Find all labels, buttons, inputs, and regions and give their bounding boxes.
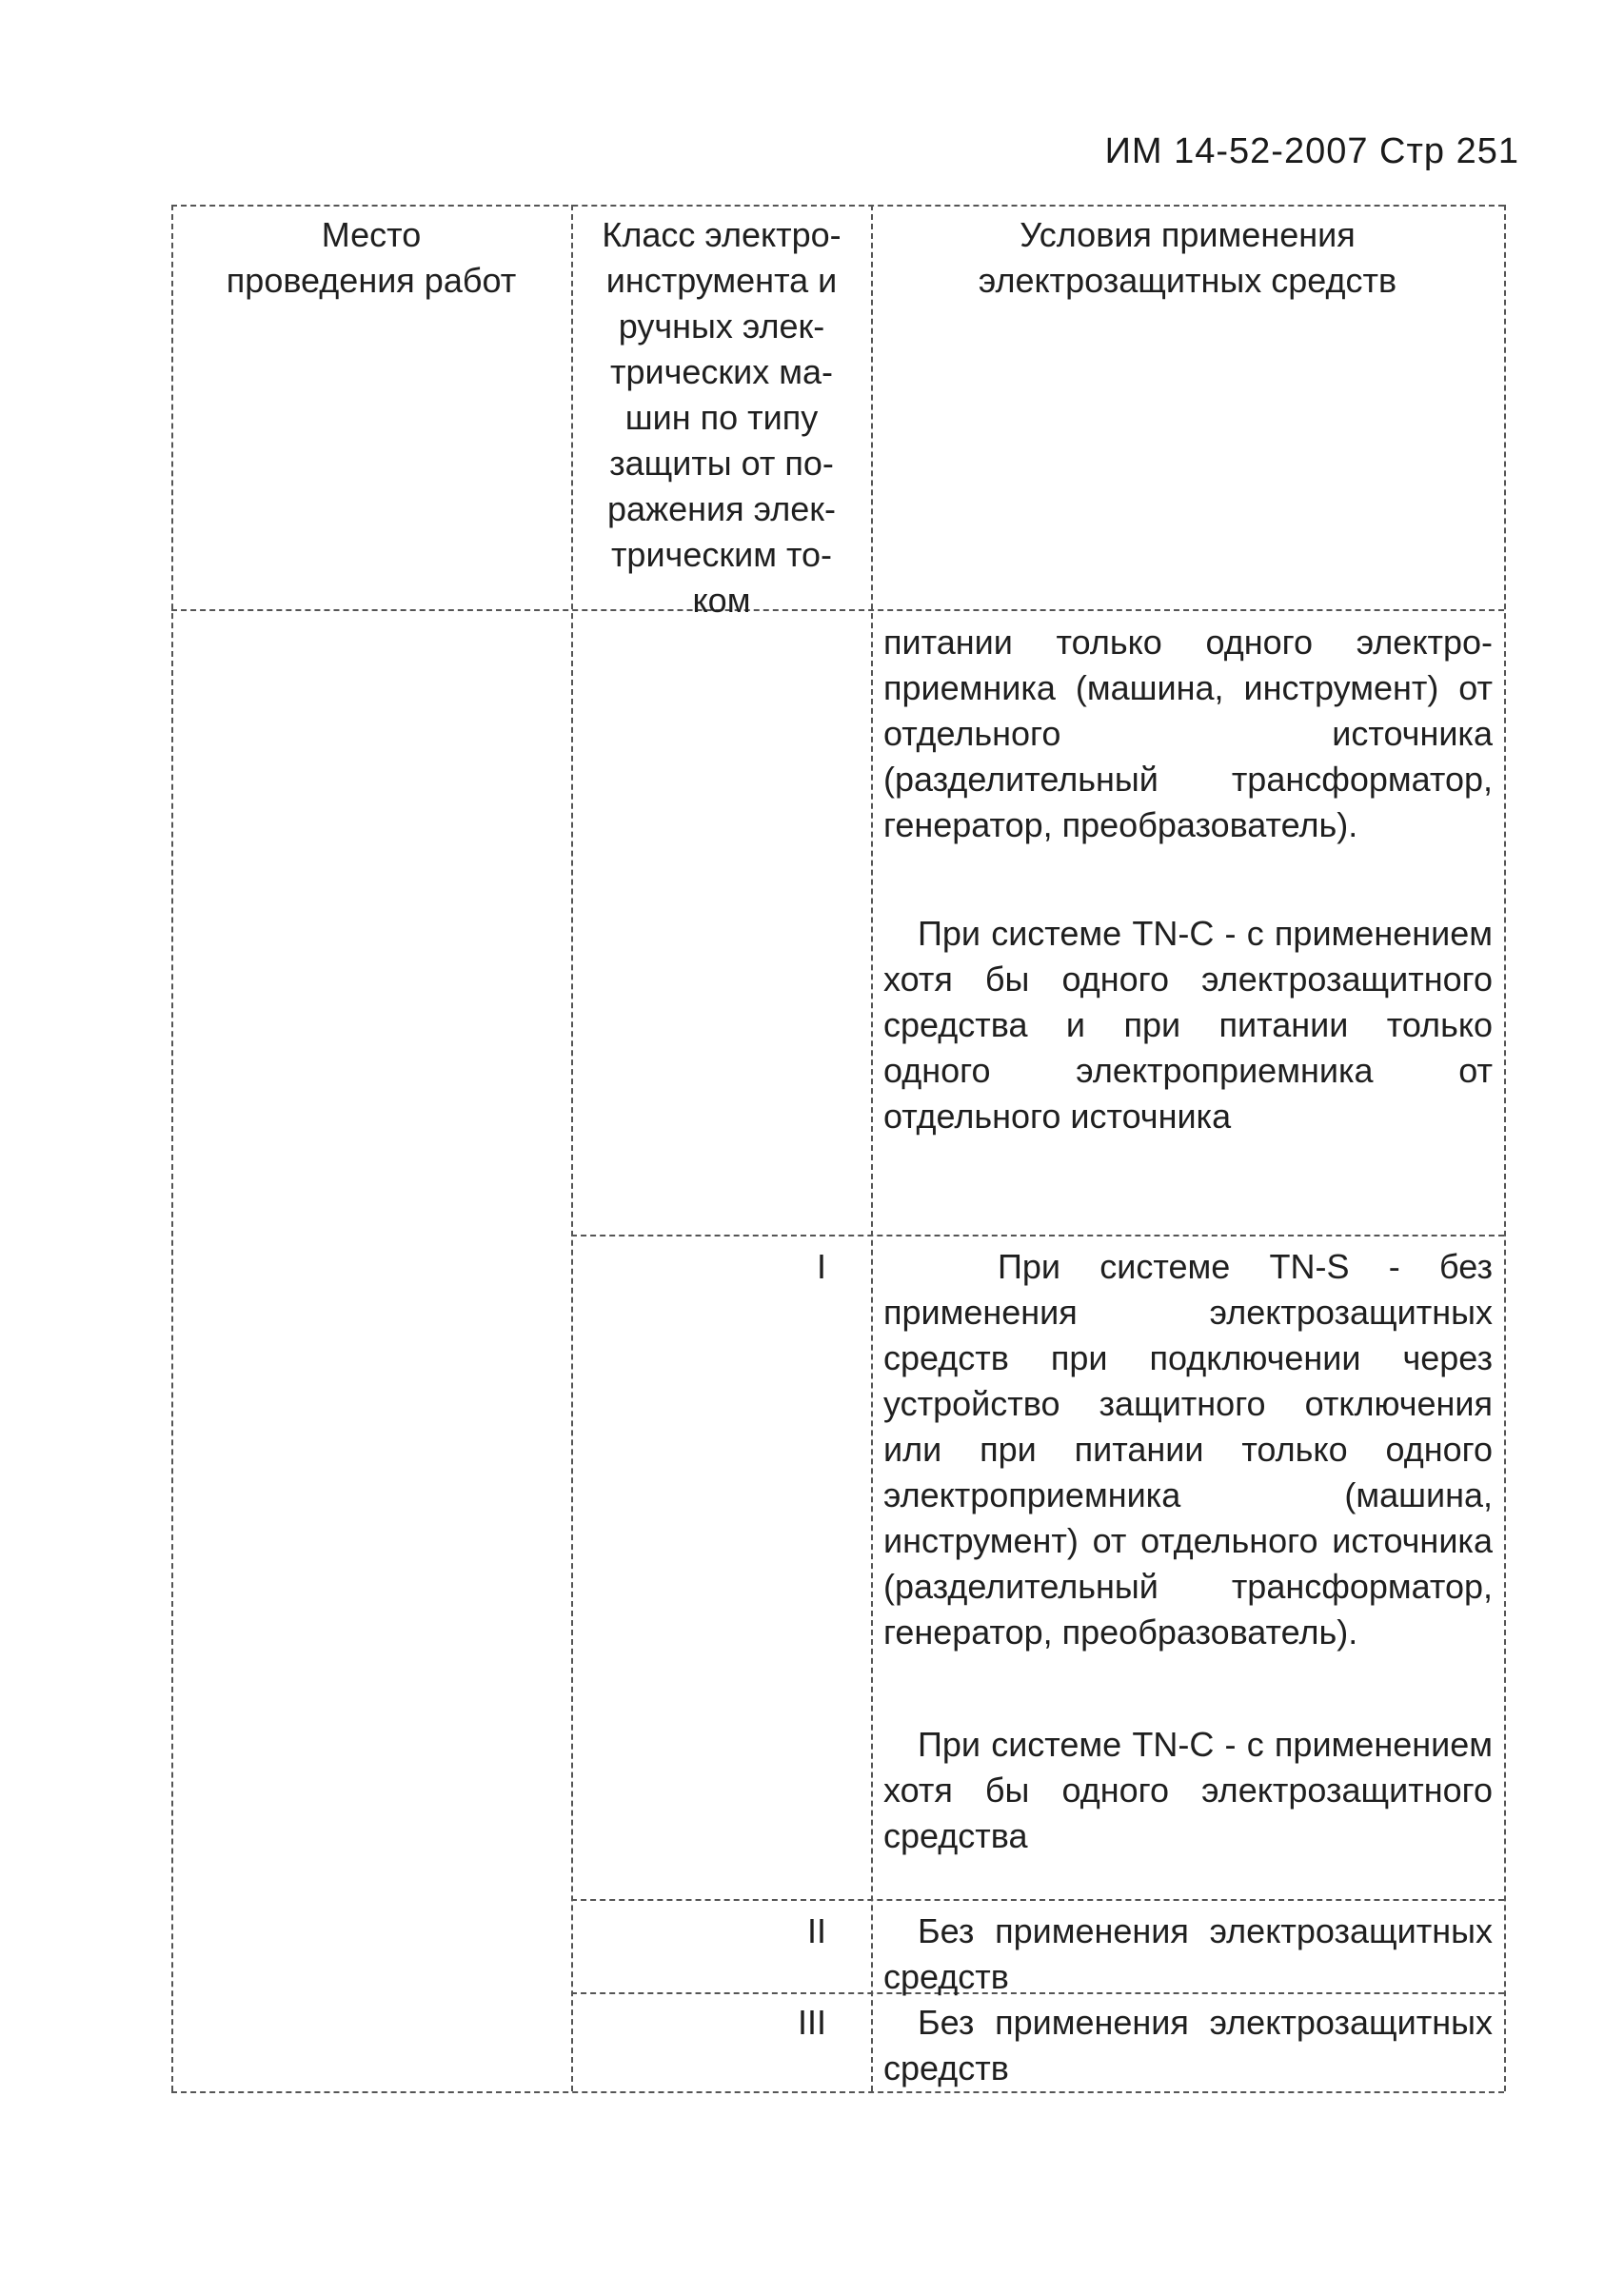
conditions-paragraph: При системе TN-S - без применения электрозащитных средств при подключении через устройство защитного отключения или при питании только одного электроприемника (машина, инструмент) от отдельного источника (разделительный трансформатор, генератор, преобразователь). [883,1247,1493,1652]
column-header-location: Место проведения работ [226,215,517,300]
document-code: ИМ 14-52-2007 [1104,131,1369,171]
column-header-tool-class: Класс электро- инструмента и ручных элек- трических ма- шин по типу защиты от по- ражения элек- трическим то- ком [602,215,842,620]
conditions-paragraph: Без применения электрозащитных средств [883,1911,1493,1996]
table-top-border [171,205,1504,207]
conditions-paragraph: питании только одного электроприемника (машина, инструмент) от отдельного источника (разделительный трансформатор, генератор, преобразователь). [883,623,1493,844]
tool-class-label: II [806,1911,826,1950]
conditions-paragraph: Без применения электрозащитных средств [883,2003,1493,2087]
row-separator [571,1899,1504,1901]
tool-class-label: III [797,2003,826,2042]
conditions-table [171,205,1504,2094]
conditions-paragraph: При системе TN-C - с применением хотя бы одного электрозащитного средства [883,1725,1493,1855]
table-right-border [1504,205,1506,2091]
column-header-conditions: Условия применения электрозащитных средств [978,215,1397,300]
row-separator [571,1235,1504,1237]
column-divider [871,205,873,2091]
table-bottom-border [171,2091,1504,2093]
tool-class-label: I [816,1247,826,1286]
page-number: 251 [1456,131,1519,171]
conditions-paragraph: При системе TN-C - с применением хотя бы одного электрозащитного средства и при питании только одного электроприемника от отдельного источника [883,914,1493,1136]
page-label: Стр [1379,131,1446,171]
table-left-border [171,205,173,2091]
column-divider [571,205,573,2091]
page-header [1105,131,1519,172]
